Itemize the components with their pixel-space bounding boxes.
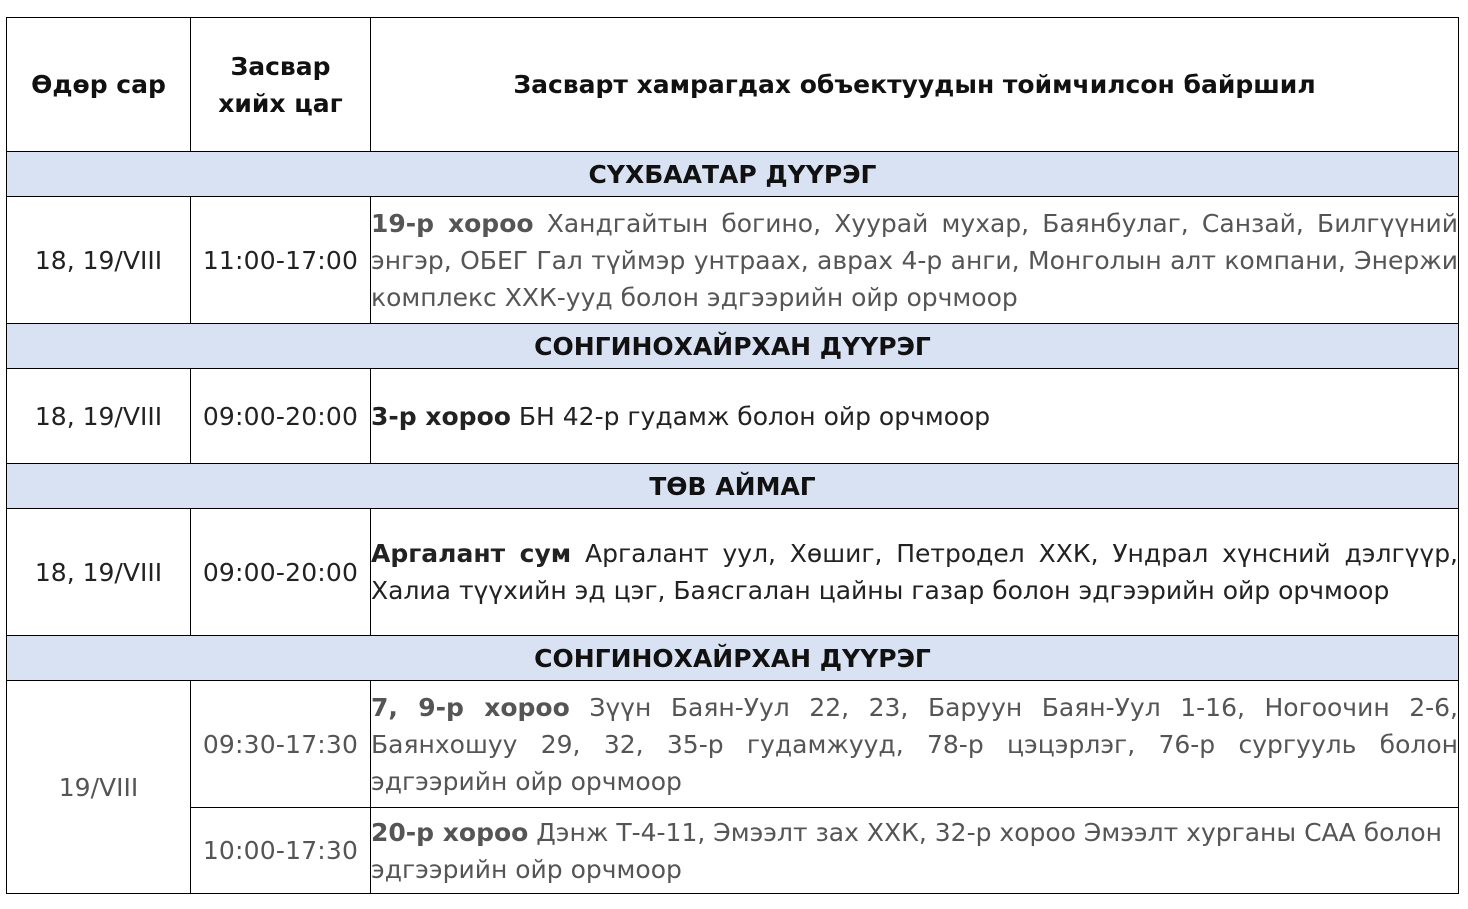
- date-cell: 19/VIII: [7, 681, 191, 894]
- location-lead: Аргалант сум: [371, 539, 572, 568]
- time-cell: 09:00-20:00: [191, 369, 371, 464]
- location-lead: 3-р хороо: [371, 401, 511, 431]
- header-location: Засварт хамрагдах объектуудын тоймчилсон байршил: [371, 18, 1459, 152]
- location-cell: [371, 197, 1459, 324]
- location-lead: 7, 9-р хороо: [371, 692, 570, 722]
- district-label: СОНГИНОХАЙРХАН ДҮҮРЭГ: [7, 324, 1459, 369]
- time-cell: 11:00-17:00: [191, 197, 371, 324]
- location-text: Дэнж Т-4-11, Эмээлт зах ХХК, 32-р хороо Эмээлт хурганы САА болон эдгээрийн ойр орчмоор: [371, 817, 1443, 884]
- table-header-row: [7, 18, 1459, 152]
- table-row: [7, 509, 1459, 636]
- date-cell: 18, 19/VIII: [7, 197, 191, 324]
- table-row: [7, 197, 1459, 324]
- district-row: [7, 152, 1459, 197]
- header-date: Өдөр сар: [7, 18, 191, 152]
- district-label: ТӨВ АЙМАГ: [7, 464, 1459, 509]
- location-text: Зүүн Баян-Уул 22, 23, Баруун Баян-Уул 1-16, Ногоочин 2-6, Баянхошуу 29, 32, 35-р гудамжууд, 78-р цэцэрлэг, 76-р сургууль болон эдгээрийн ойр орчмоор: [371, 692, 1459, 796]
- district-row: [7, 636, 1459, 681]
- district-label: СОНГИНОХАЙРХАН ДҮҮРЭГ: [7, 636, 1459, 681]
- table-row: [7, 369, 1459, 464]
- district-label: СҮХБААТАР ДҮҮРЭГ: [7, 152, 1459, 197]
- location-lead: 20-р хороо: [371, 817, 529, 847]
- district-row: [7, 324, 1459, 369]
- outage-schedule-table: [6, 17, 1459, 894]
- date-cell: 18, 19/VIII: [7, 369, 191, 464]
- location-cell: [371, 808, 1459, 894]
- location-text: Хандгайтын богино, Хуурай мухар, Баянбулаг, Санзай, Билгүүний энгэр, ОБЕГ Гал түймэр унтраах, аврах 4-р анги, Монголын алт компани, Энержи комплекс ХХК-ууд болон эдгээрийн ойр орчмоор: [371, 208, 1458, 312]
- time-cell: 10:00-17:30: [191, 808, 371, 894]
- table-row: [7, 681, 1459, 808]
- date-cell: 18, 19/VIII: [7, 509, 191, 636]
- time-cell: 09:30-17:30: [191, 681, 371, 808]
- district-row: [7, 464, 1459, 509]
- location-cell: [371, 681, 1459, 808]
- location-text: Аргалант уул, Хөшиг, Петродел ХХК, Ундрал хүнсний дэлгүүр, Халиа түүхийн эд цэг, Баясгалан цайны газар болон эдгээрийн ойр орчмоор: [371, 539, 1459, 605]
- location-cell: [371, 509, 1459, 636]
- location-cell: [371, 369, 1459, 464]
- time-cell: 09:00-20:00: [191, 509, 371, 636]
- header-time: Засвар хийх цаг: [191, 18, 371, 152]
- location-lead: 19-р хороо: [371, 208, 534, 238]
- table-row: [7, 808, 1459, 894]
- location-text: БН 42-р гудамж болон ойр орчмоор: [518, 401, 991, 431]
